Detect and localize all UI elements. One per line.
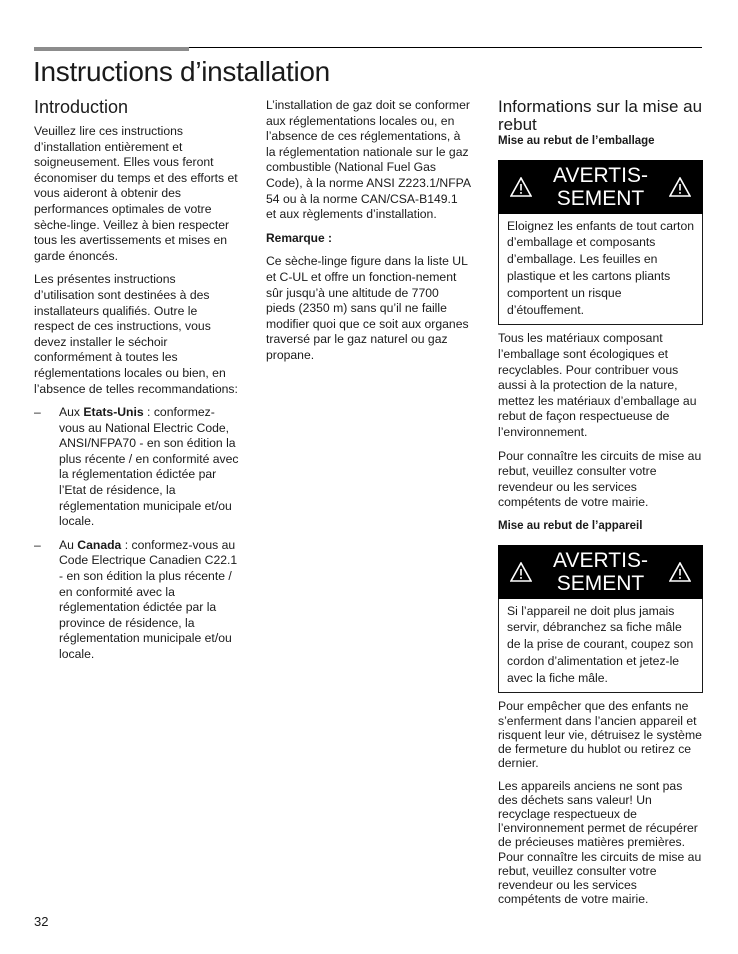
warning-triangle-icon [669, 562, 691, 582]
remark-label: Remarque : [266, 230, 333, 245]
warning-banner [498, 545, 703, 599]
warning-body: Eloignez les enfants de tout carton d’emballage et composants d’emballage. Les feuilles en plastique et les cartons pliants comportent un risque d’étouffement. [498, 214, 703, 326]
list-item-country: Canada [77, 537, 122, 552]
remark-paragraph: Ce sèche-linge figure dans la liste UL et C-UL et offre un fonction-nement sûr jusqu’à une altitude de 7700 pieds (2350 m) sans qu’il ne faille modifier quoi que ce soit aux organes traversé par le gaz naturel ou gaz propane. [266, 254, 469, 362]
introduction-paragraph-2: Les présentes instructions d’utilisation sont destinées à des installateurs qualifiés. Outre le respect de ces instructions, vous devez installer le séchoir conformément à toutes les réglementations locales ou bien, en l’absence de telles recommandations: [34, 272, 238, 396]
warning-triangle-icon [669, 177, 691, 197]
column-disposal [498, 98, 703, 914]
header-accent-bar [34, 47, 189, 51]
appliance-disposal-paragraph: Pour connaître les circuits de mise au rebut, veuillez consulter votre revendeur ou les services compétents de votre mairie. [498, 849, 702, 907]
disposal-heading: Informations sur la mise au rebut [498, 97, 703, 134]
gas-paragraph: L’installation de gaz doit se conformer aux réglementations locales ou, en l’absence de ces réglementations, à la réglementation nationale sur le gaz combustible (National Fuel Gas Code), à la norme ANSI Z223.1/NFPA 54 ou à la norme CAN/CSA-B149.1 et aux règlements d’installation. [266, 98, 471, 222]
list-item [34, 405, 239, 530]
list-item-prefix: Au [59, 537, 78, 552]
appliance-subheading: Mise au rebut de l’appareil [498, 519, 643, 532]
page-title: Instructions d’installation [33, 56, 330, 87]
regulation-list [34, 405, 239, 663]
warning-body: Si l’appareil ne doit plus jamais servir, débranchez sa fiche mâle de la prise de courant, coupez son cordon d’alimentation et jetez-le avec la fiche mâle. [498, 599, 703, 694]
list-item-prefix: Aux [59, 405, 84, 420]
recycling-paragraph: Les appareils anciens ne sont pas des déchets sans valeur! Un recyclage respectueux de l’environnement permet de récupérer de précieuses matières premières. [498, 778, 698, 850]
packaging-subheading: Mise au rebut de l’emballage [498, 135, 655, 147]
packaging-paragraph: Tous les matériaux composant l’emballage sont écologiques et recyclables. Pour contribuer vous aussi à la protection de la nature, mettez les matériaux d’emballage au rebut de façon respectueuse de l’environnement. [498, 331, 697, 439]
warning-title: AVERTIS- SEMENT [553, 548, 648, 595]
list-dash: – [34, 405, 41, 420]
warning-banner [498, 160, 703, 214]
column-gas-installation [266, 98, 471, 372]
list-item-text: : conformez-vous au Code Electrique Canadien C22.1 - en son édition la plus récente / en conformité avec la réglementation édictée par la province de résidence, la réglementation municipale et/ou locale. [59, 537, 238, 661]
introduction-paragraph-1: Veuillez lire ces instructions d’installation entièrement et soigneusement. Elles vous feront économiser du temps et des efforts et vous aideront à obtenir des performances optimales de votre sèche-linge. Veillez à bien respecter tous les avertissements et mises en garde énoncés. [34, 124, 238, 263]
introduction-heading: Introduction [34, 97, 129, 117]
page-number: 32 [34, 914, 49, 929]
child-safety-paragraph: Pour empêcher que des enfants ne s’enferment dans l’ancien appareil et risquent leur vie, détruisez le système de fermeture du hublot ou retirez ce dernier. [498, 699, 702, 771]
warning-title: AVERTIS- SEMENT [553, 163, 648, 210]
list-item-text: : conformez-vous au National Electric Code, ANSI/NFPA70 - en son édition la plus récente / en conformité avec la réglementation édictée par l’Etat de résidence, la réglementation municipale et/ou locale. [59, 405, 239, 529]
warning-triangle-icon [510, 177, 532, 197]
column-introduction [34, 96, 239, 671]
list-dash: – [34, 537, 41, 552]
list-item-country: Etats-Unis [83, 405, 144, 420]
packaging-disposal-paragraph: Pour connaître les circuits de mise au rebut, veuillez consulter votre revendeur ou les services compétents de votre mairie. [498, 448, 702, 510]
warning-triangle-icon [510, 562, 532, 582]
list-item [34, 538, 239, 663]
